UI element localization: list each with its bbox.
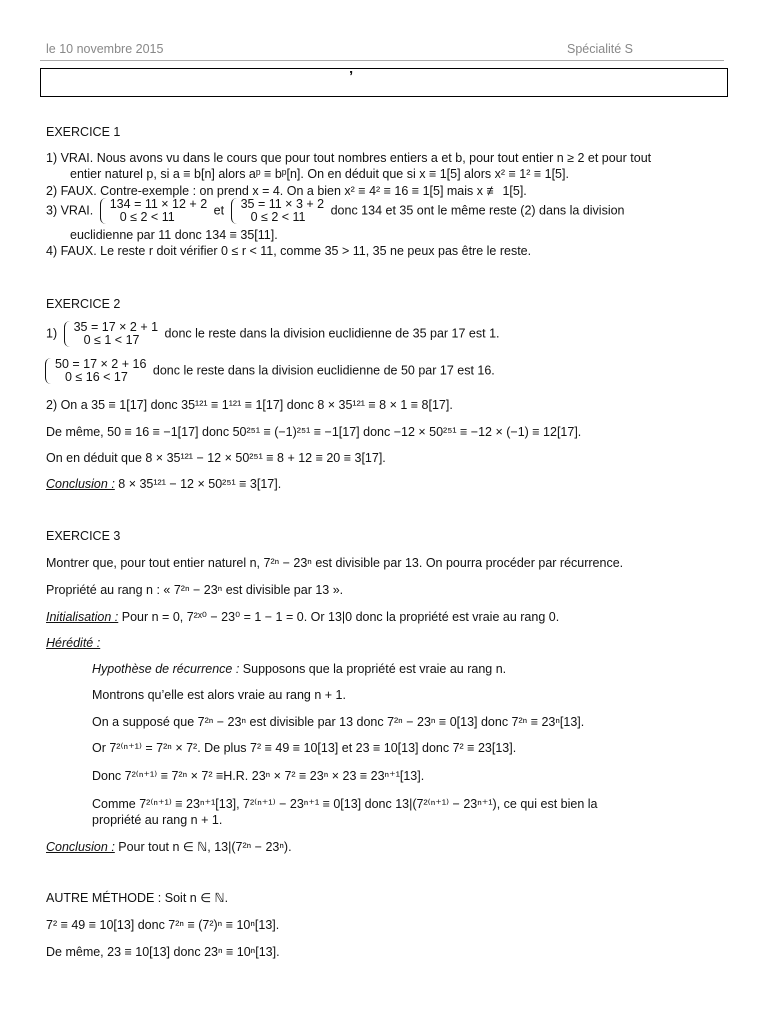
ex2-conclusion bbox=[46, 477, 281, 492]
ex3-conclusion bbox=[46, 840, 292, 855]
sys-eq: 134 = 11 × 12 + 2 bbox=[109, 197, 208, 211]
ex2-heading: EXERCICE 2 bbox=[46, 297, 121, 311]
ex3-heading: EXERCICE 3 bbox=[46, 529, 121, 543]
ex3-heredite-label: Hérédité : bbox=[46, 636, 101, 650]
ex2-q1b-suffix: donc le reste dans la division euclidienne de 50 par 17 est 16. bbox=[152, 363, 495, 378]
ex2-q1-prefix: 1) bbox=[46, 326, 58, 341]
ex2-q1 bbox=[46, 321, 500, 347]
ex1-q3-prefix: 3) VRAI. bbox=[46, 203, 94, 218]
ex3-h3: On a supposé que 7²ⁿ − 23ⁿ est divisible par 13 donc 7²ⁿ − 23ⁿ ≡ 0[13] donc 7²ⁿ ≡ 23ⁿ[13]. bbox=[92, 715, 585, 729]
ex1-q3-system-1 bbox=[100, 198, 207, 224]
sys-ineq: 0 ≤ 2 < 11 bbox=[119, 210, 175, 224]
sys-ineq: 0 ≤ 16 < 17 bbox=[65, 370, 128, 384]
ex1-q3-line1 bbox=[46, 198, 625, 224]
ex3-line1: Montrer que, pour tout entier naturel n, 7²ⁿ − 23ⁿ est divisible par 13. On pourra procéder par récurrence. bbox=[46, 556, 624, 570]
ex3-hyp-text: Supposons que la propriété est vraie au rang n. bbox=[239, 662, 507, 676]
ex3-h2: Montrons qu’elle est alors vraie au rang n + 1. bbox=[92, 688, 346, 702]
ex1-q3-line2: euclidienne par 11 donc 134 ≡ 35[11]. bbox=[70, 228, 278, 242]
sys-ineq: 0 ≤ 2 < 11 bbox=[250, 210, 306, 224]
ex2-q1b bbox=[42, 358, 495, 384]
ex2-conclusion-label: Conclusion : bbox=[46, 477, 115, 491]
autre-line1: AUTRE MÉTHODE : Soit n ∈ ℕ. bbox=[46, 891, 229, 905]
ex2-q1b-system bbox=[45, 358, 146, 384]
ex2-line4: On en déduit que 8 × 35¹²¹ − 12 × 50²⁵¹ ≡ 8 + 12 ≡ 20 ≡ 3[17]. bbox=[46, 451, 386, 465]
ex1-q3-et: et bbox=[213, 203, 225, 218]
ex3-hypothese bbox=[92, 662, 506, 677]
title-box bbox=[40, 68, 728, 97]
ex1-q2: 2) FAUX. Contre-exemple : on prend x = 4. On a bien x² ≡ 4² ≡ 16 ≡ 1[5] mais x ≢ 1[5]. bbox=[46, 184, 527, 198]
ex1-q1-line2: entier naturel p, si a ≡ b[n] alors aᵖ ≡ bᵖ[n]. On en déduit que si x ≡ 1[5] alors x² ≡ 1² ≡ 1[5]. bbox=[70, 167, 569, 181]
autre-line2: 7² ≡ 49 ≡ 10[13] donc 7²ⁿ ≡ (7²)ⁿ ≡ 10ⁿ[13]. bbox=[46, 918, 280, 932]
ex1-q3-suffix: donc 134 et 35 ont le même reste (2) dans la division bbox=[330, 203, 625, 218]
ex3-h4: Or 7²⁽ⁿ⁺¹⁾ = 7²ⁿ × 7². De plus 7² ≡ 49 ≡ 10[13] et 23 ≡ 10[13] donc 7² ≡ 23[13]. bbox=[92, 741, 517, 755]
ex1-q4: 4) FAUX. Le reste r doit vérifier 0 ≤ r < 11, comme 35 > 11, 35 ne peux pas être le reste. bbox=[46, 244, 532, 258]
ex3-h5: Donc 7²⁽ⁿ⁺¹⁾ ≡ 7²ⁿ × 7² ≡H.R. 23ⁿ × 7² ≡ 23ⁿ × 23 ≡ 23ⁿ⁺¹[13]. bbox=[92, 769, 425, 783]
ex1-q1-line1: 1) VRAI. Nous avons vu dans le cours que pour tout nombres entiers a et b, pour tout entier n ≥ 2 et pour tout bbox=[46, 151, 652, 165]
sys-ineq: 0 ≤ 1 < 17 bbox=[83, 333, 140, 347]
ex2-line3: De même, 50 ≡ 16 ≡ −1[17] donc 50²⁵¹ ≡ (−1)²⁵¹ ≡ −1[17] donc −12 × 50²⁵¹ ≡ −12 × (−1) ≡ 12[17]. bbox=[46, 425, 582, 439]
header-rule bbox=[40, 60, 724, 61]
sys-eq: 35 = 17 × 2 + 1 bbox=[73, 320, 159, 334]
ex3-conclusion-label: Conclusion : bbox=[46, 840, 115, 854]
header-date: le 10 novembre 2015 bbox=[46, 42, 164, 56]
ex1-heading: EXERCICE 1 bbox=[46, 125, 121, 139]
ex1-q3-system-2 bbox=[231, 198, 325, 224]
ex3-heredite-heading bbox=[46, 636, 100, 651]
sys-eq: 50 = 17 × 2 + 16 bbox=[55, 357, 147, 371]
ex3-conclusion-text: Pour tout n ∈ ℕ, 13|(7²ⁿ − 23ⁿ). bbox=[114, 840, 292, 854]
page-title: ’ bbox=[349, 68, 354, 85]
ex3-initialisation bbox=[46, 610, 559, 625]
ex3-line2: Propriété au rang n : « 7²ⁿ − 23ⁿ est divisible par 13 ». bbox=[46, 583, 344, 597]
ex3-hyp-label: Hypothèse de récurrence : bbox=[92, 662, 240, 676]
sys-eq: 35 = 11 × 3 + 2 bbox=[240, 197, 325, 211]
ex2-q1-suffix: donc le reste dans la division euclidienne de 35 par 17 est 1. bbox=[164, 326, 500, 341]
ex2-q2: 2) On a 35 ≡ 1[17] donc 35¹²¹ ≡ 1¹²¹ ≡ 1[17] donc 8 × 35¹²¹ ≡ 8 × 1 ≡ 8[17]. bbox=[46, 398, 453, 412]
ex2-conclusion-text: 8 × 35¹²¹ − 12 × 50²⁵¹ ≡ 3[17]. bbox=[114, 477, 282, 491]
ex3-init-text: Pour n = 0, 7²ˣ⁰ − 23⁰ = 1 − 1 = 0. Or 13|0 donc la propriété est vraie au rang 0. bbox=[118, 610, 560, 624]
ex3-h6-line1: Comme 7²⁽ⁿ⁺¹⁾ ≡ 23ⁿ⁺¹[13], 7²⁽ⁿ⁺¹⁾ − 23ⁿ⁺¹ ≡ 0[13] donc 13|(7²⁽ⁿ⁺¹⁾ − 23ⁿ⁺¹), ce qui est bien la bbox=[92, 797, 598, 811]
autre-line3: De même, 23 ≡ 10[13] donc 23ⁿ ≡ 10ⁿ[13]. bbox=[46, 945, 280, 959]
header-subject: Spécialité S bbox=[567, 42, 634, 56]
ex2-q1-system bbox=[64, 321, 158, 347]
ex3-h6-line2: propriété au rang n + 1. bbox=[92, 813, 223, 827]
ex3-init-label: Initialisation : bbox=[46, 610, 119, 624]
